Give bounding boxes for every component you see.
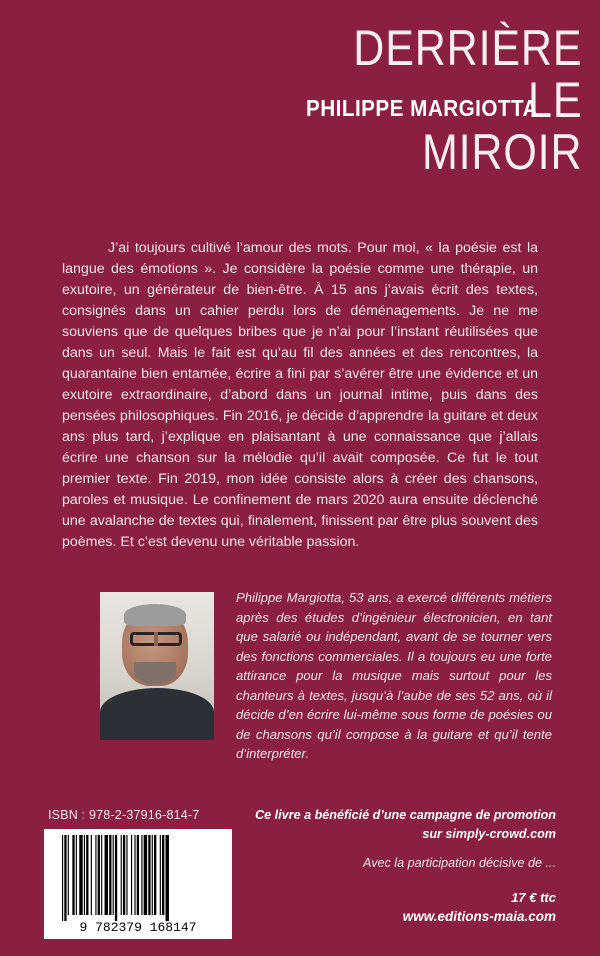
photo-shoulders xyxy=(100,688,214,740)
price-label: 17 € ttc xyxy=(511,890,556,905)
isbn-text: ISBN : 978-2-37916-814-7 xyxy=(48,808,200,822)
promo-line-2: sur simply-crowd.com xyxy=(422,827,556,841)
barcode-bar xyxy=(141,835,142,915)
barcode-bar xyxy=(101,835,102,915)
barcode-digits: 9 782379 168147 xyxy=(79,920,197,935)
barcode-bar xyxy=(152,835,153,915)
blurb-section xyxy=(62,238,538,553)
barcode-bar xyxy=(131,835,132,915)
photo-hair xyxy=(124,604,186,626)
barcode-graphic xyxy=(56,835,220,935)
barcode-bar xyxy=(134,835,135,915)
title-line-2: LE xyxy=(527,72,582,128)
photo-beard xyxy=(134,662,176,684)
barcode-bar xyxy=(121,835,122,915)
barcode-bar xyxy=(68,835,69,915)
photo-glasses xyxy=(130,632,182,646)
barcode xyxy=(44,829,232,939)
barcode-bar xyxy=(137,835,139,915)
bio-paragraph: Philippe Margiotta, 53 ans, a exercé différents métiers après des études d’ingénieur électronicien, en tant que salarié ou indépendant, avant de se tourner vers des fonctions commerciales. Il a toujours eu une forte attirance pour la musique mais surtout pour les chanteurs à textes, jusqu’à l’aube de ses 52 ans, où il décide d’en écrire lui-même sous forme de poésies ou de chansons qu’il compose à la guitare et qu’il tente d’interpréter. xyxy=(236,590,552,761)
barcode-bar xyxy=(162,835,164,915)
barcode-bar xyxy=(72,835,74,915)
contribution-note: Avec la participation décisive de ... xyxy=(363,856,556,870)
publisher-website: www.editions-maia.com xyxy=(402,909,556,924)
barcode-bar xyxy=(98,835,100,915)
barcode-bar xyxy=(62,835,63,921)
barcode-bar xyxy=(76,835,77,915)
barcode-bar xyxy=(84,835,85,915)
barcode-bar xyxy=(123,835,125,915)
author-bio xyxy=(236,588,552,764)
title-line-3: MIROIR xyxy=(421,124,582,180)
barcode-bar xyxy=(79,835,82,915)
barcode-bar xyxy=(109,835,111,915)
barcode-bar xyxy=(115,835,117,921)
barcode-bar xyxy=(113,835,114,915)
barcode-bar xyxy=(160,835,161,915)
barcode-bar xyxy=(64,835,66,921)
author-photo xyxy=(100,592,214,740)
barcode-bar xyxy=(105,835,108,915)
barcode-bar xyxy=(166,835,169,921)
title-line-1: DERRIÈRE xyxy=(352,20,582,76)
barcode-bar xyxy=(148,835,150,915)
barcode-bar xyxy=(86,835,88,915)
barcode-bar xyxy=(126,835,127,915)
author-name: PHILIPPE MARGIOTTA xyxy=(306,95,538,121)
barcode-bar xyxy=(144,835,147,915)
blurb-paragraph: J’ai toujours cultivé l’amour des mots. Pour moi, « la poésie est la langue des émotions ». Je considère la poésie comme une thérapie, un exutoire, un générateur de bien-être. À 15 ans j’avais écrit des textes, consignés dans un cahier perdu lors de déménagements. Je ne me souviens que de quelques bribes que je n’ai pour l’instant réutilisées que dans un seul. Mais le fait est qu’au fil des années et des rencontres, la quarantaine bien entamée, écrire a fini par s’avérer être une évidence et un exutoire extraordinaire, d’abord dans un journal intime, puis dans des pensées philosophiques. Fin 2016, je décide d’apprendre la guitare et deux ans plus tard, j’explique en plaisantant à une connaissance que j’allais écrire une chanson sur la mélodie qu’il avait composée. Ce fut le tout premier texte. Fin 2019, mon idée consiste alors à créer des chansons, paroles et musique. Le confinement de mars 2020 aura ensuite déclenché une avalanche de textes qui, finalement, finissent par être plus souvent des poèmes. Et c’est devenu une véritable passion. xyxy=(62,240,538,550)
promo-note xyxy=(255,806,556,844)
barcode-bar xyxy=(91,835,92,915)
barcode-bar xyxy=(95,835,96,915)
promo-line-1: Ce livre a bénéficié d’une campagne de promotion xyxy=(255,808,556,822)
barcode-bar xyxy=(154,835,156,915)
